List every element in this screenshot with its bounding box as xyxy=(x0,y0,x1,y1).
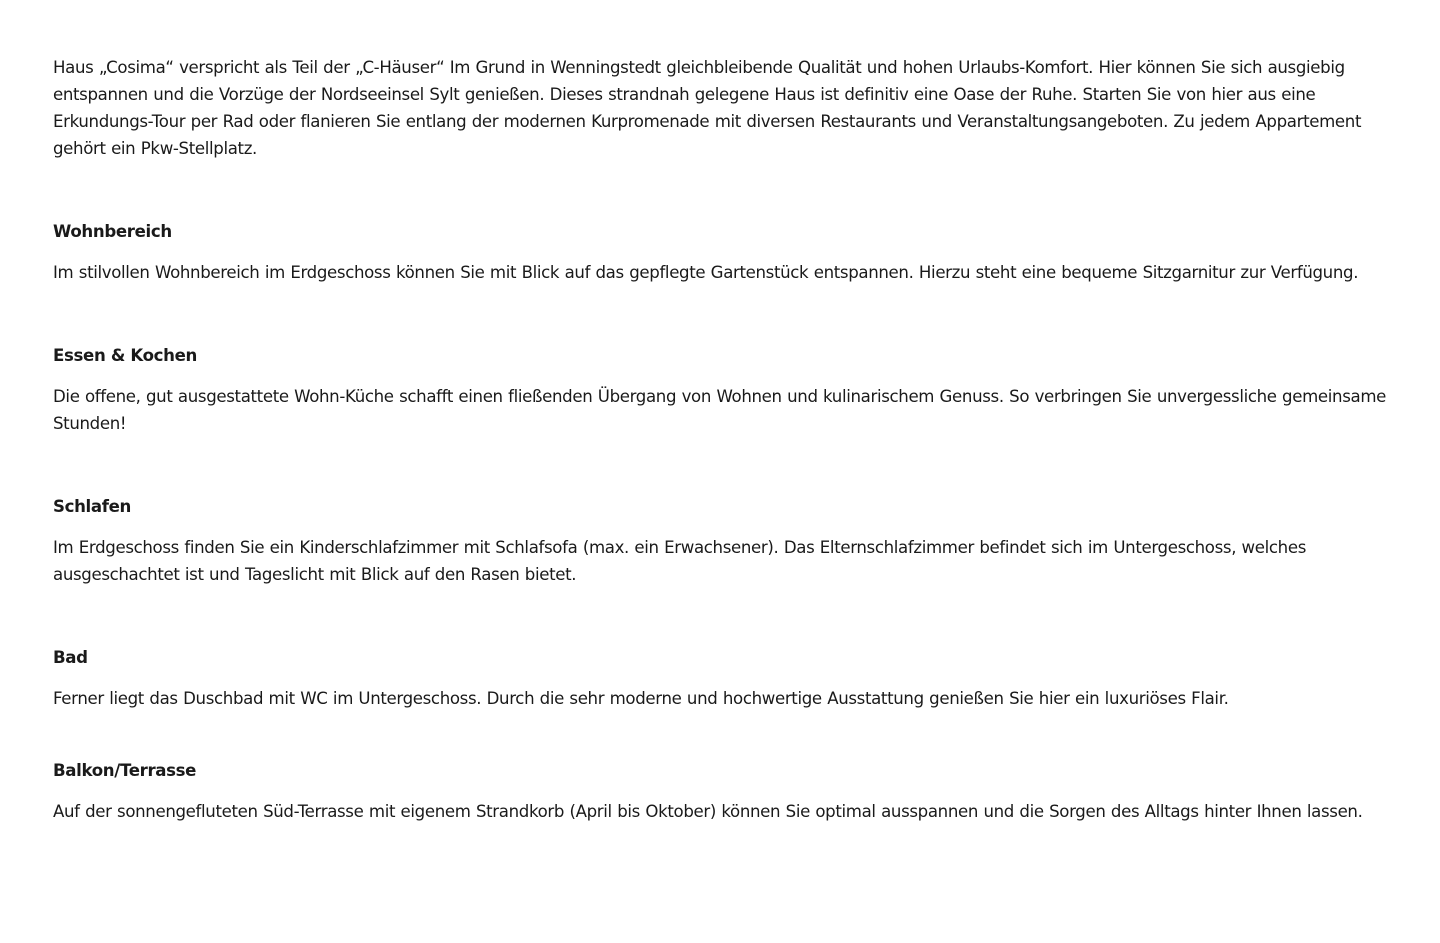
section-schlafen xyxy=(53,493,1393,588)
property-description xyxy=(53,54,1393,825)
section-text: Ferner liegt das Duschbad mit WC im Untergeschoss. Durch die sehr moderne und hochwertige Ausstattung genießen Sie hier ein luxuriöses Flair. xyxy=(53,689,1229,708)
section-heading: Schlafen xyxy=(53,497,131,516)
section-heading: Essen & Kochen xyxy=(53,346,197,365)
intro-paragraph: Haus „Cosima“ verspricht als Teil der „C-Häuser“ Im Grund in Wenningstedt gleichbleibende Qualität und hohen Urlaubs-Komfort. Hier können Sie sich ausgiebig entspannen und die Vorzüge der Nordseeinsel Sylt genießen. Dieses strandnah gelegene Haus ist definitiv eine Oase der Ruhe. Starten Sie von hier aus eine Erkundungs-Tour per Rad oder flanieren Sie entlang der modernen Kurpromenade mit diversen Restaurants und Veranstaltungsangeboten. Zu jedem Appartement gehört ein Pkw-Stellplatz. xyxy=(53,58,1362,158)
section-text: Im stilvollen Wohnbereich im Erdgeschoss können Sie mit Blick auf das gepflegte Gartenstück entspannen. Hierzu steht eine bequeme Sitzgarnitur zur Verfügung. xyxy=(53,263,1359,282)
section-balkon-terrasse xyxy=(53,757,1393,825)
section-heading: Wohnbereich xyxy=(53,222,172,241)
section-heading: Bad xyxy=(53,648,88,667)
section-essen-kochen xyxy=(53,342,1393,437)
section-wohnbereich xyxy=(53,218,1393,286)
section-text: Die offene, gut ausgestattete Wohn-Küche schafft einen fließenden Übergang von Wohnen und kulinarischem Genuss. So verbringen Sie unvergessliche gemeinsame Stunden! xyxy=(53,387,1386,433)
section-text: Im Erdgeschoss finden Sie ein Kinderschlafzimmer mit Schlafsofa (max. ein Erwachsener). Das Elternschlafzimmer befindet sich im Untergeschoss, welches ausgeschachtet ist und Tageslicht mit Blick auf den Rasen bietet. xyxy=(53,538,1306,584)
section-text: Auf der sonnengefluteten Süd-Terrasse mit eigenem Strandkorb (April bis Oktober) können Sie optimal ausspannen und die Sorgen des Alltags hinter Ihnen lassen. xyxy=(53,802,1363,821)
section-heading: Balkon/Terrasse xyxy=(53,761,197,780)
section-bad xyxy=(53,644,1393,712)
